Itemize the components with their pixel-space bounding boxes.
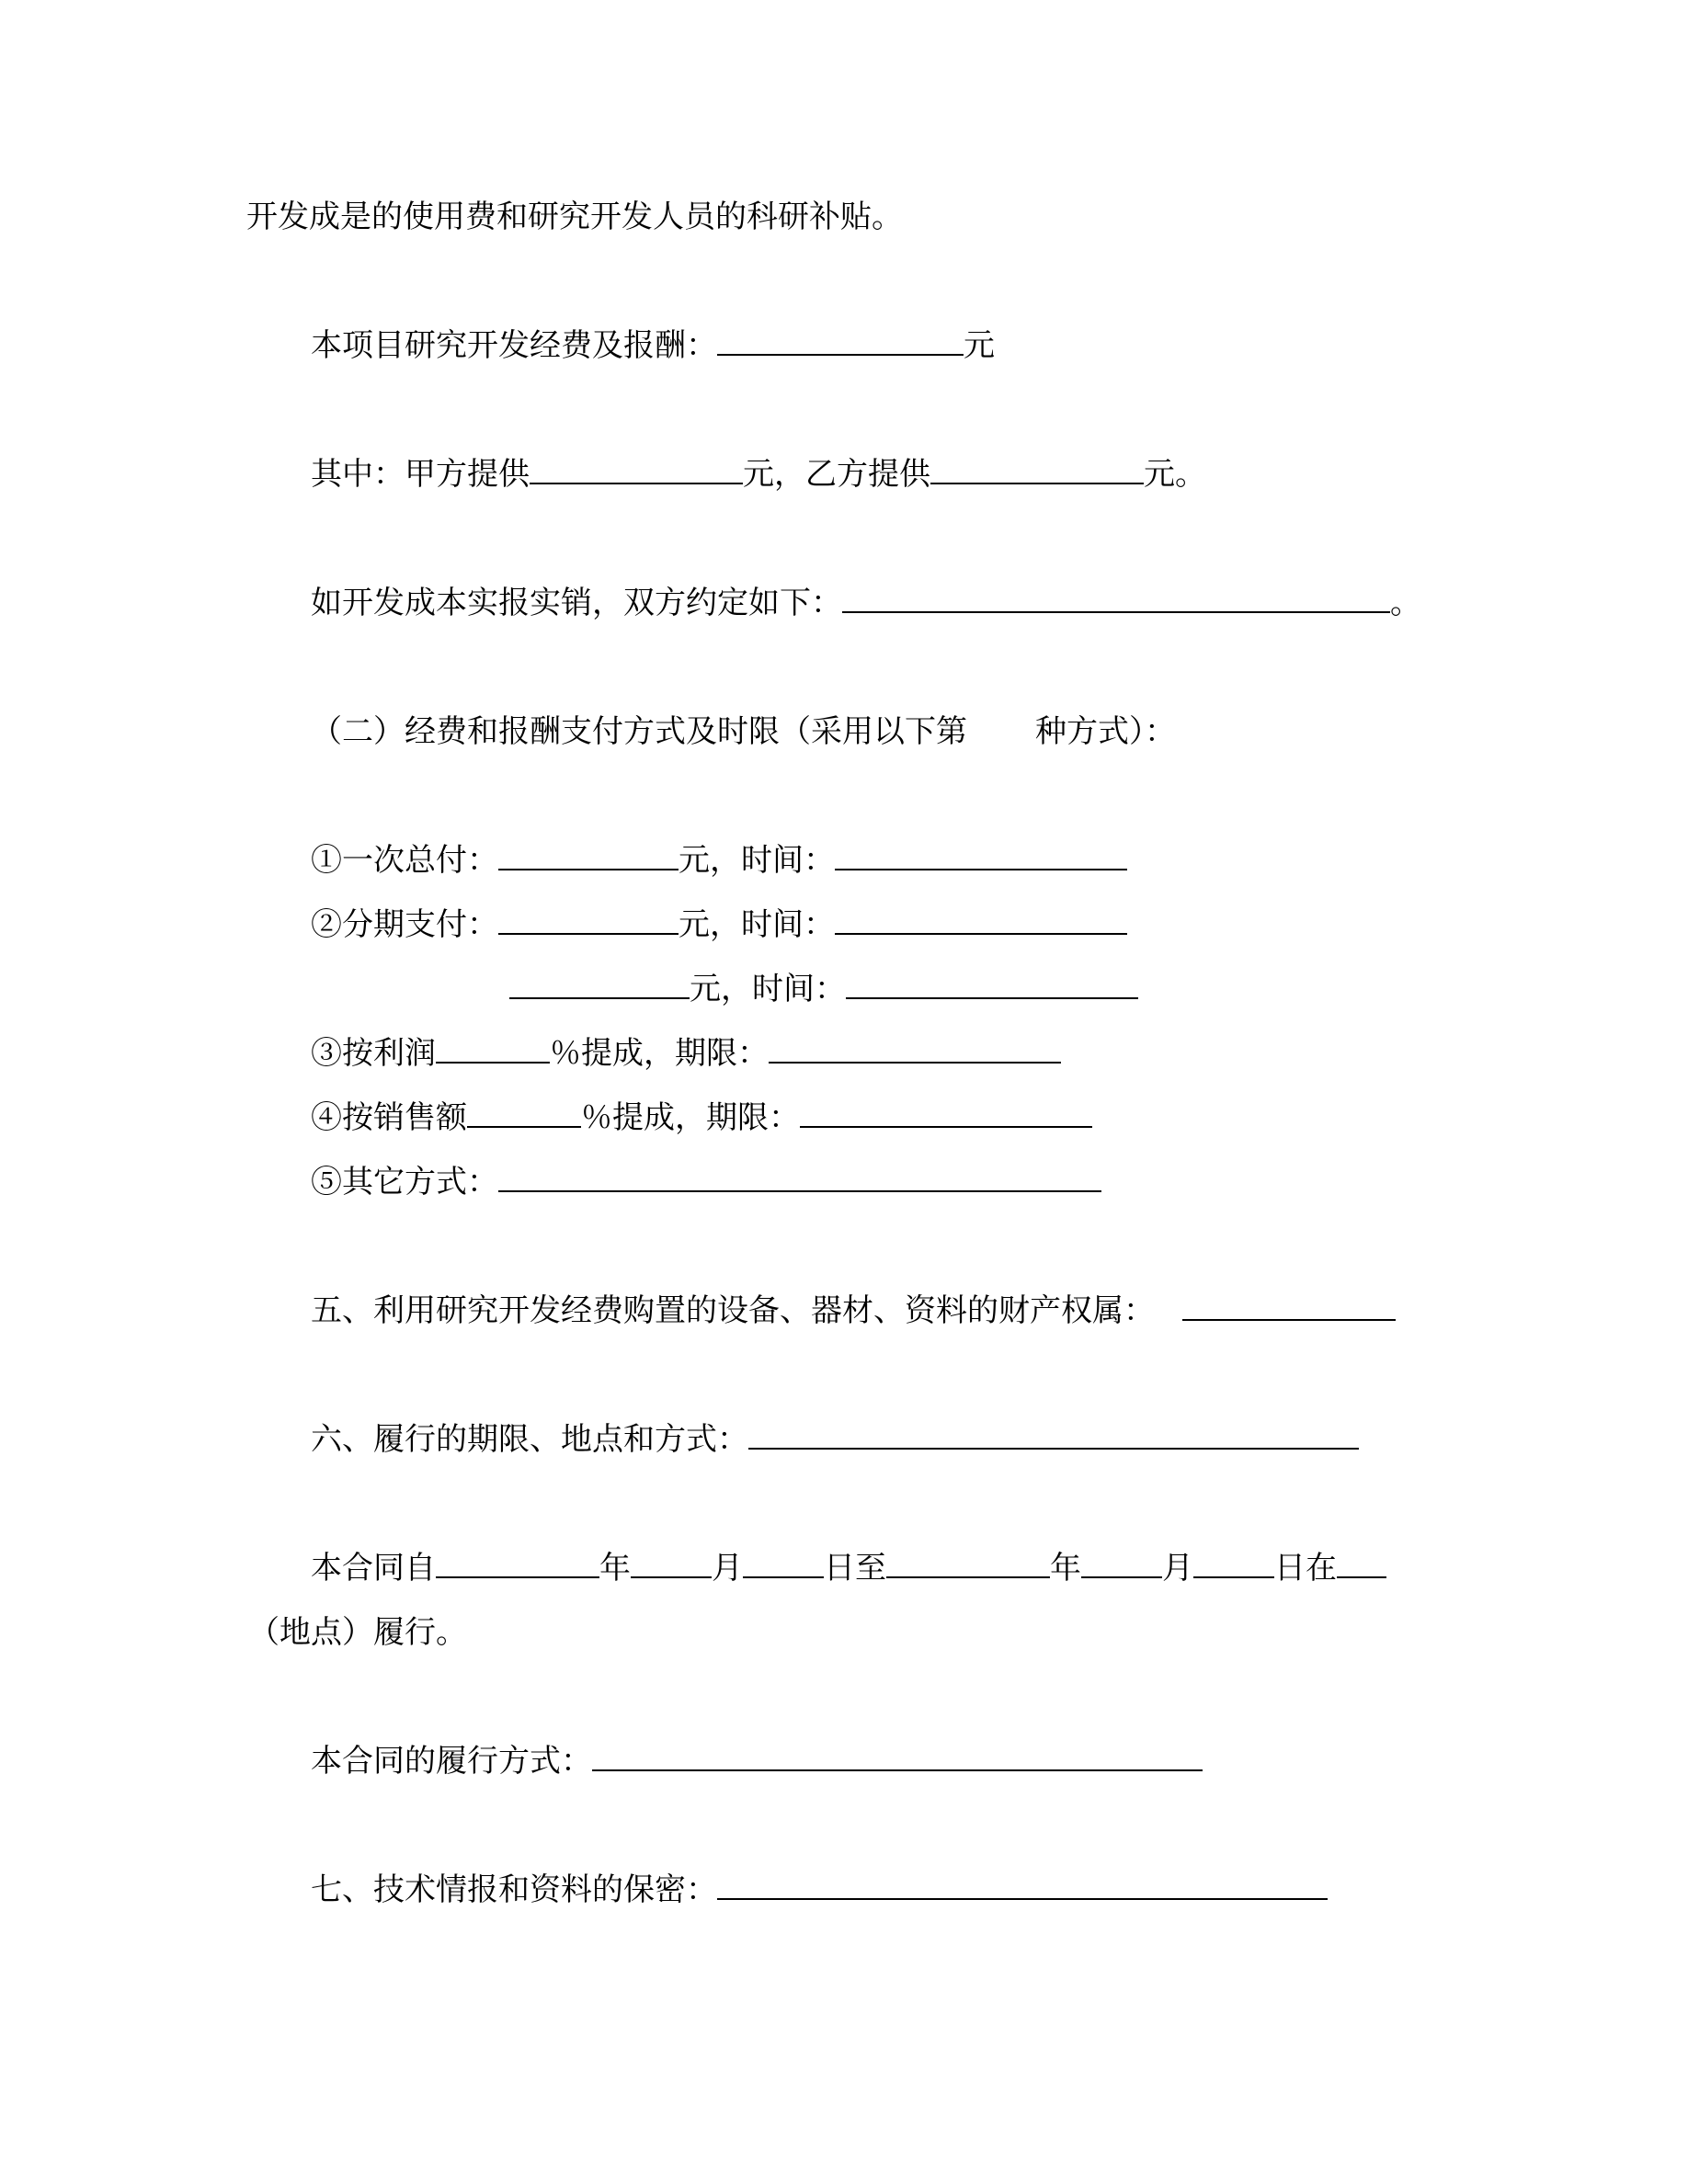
blank-start-year[interactable] bbox=[436, 1549, 599, 1578]
label-confidentiality: 七、技术情报和资料的保密： bbox=[311, 1871, 717, 1908]
label-day-at: 日在 bbox=[1274, 1550, 1337, 1587]
text-payment-method-b: 种方式）： bbox=[1035, 713, 1176, 750]
line-performance-mode bbox=[311, 1741, 1203, 1781]
label-profit: ③按利润 bbox=[311, 1035, 436, 1072]
line-actual-cost bbox=[311, 583, 1421, 623]
option-installment bbox=[311, 904, 1127, 945]
label-other-method: ⑤其它方式： bbox=[311, 1164, 498, 1200]
label-actual-cost: 如开发成本实报实销，双方约定如下： bbox=[311, 585, 842, 621]
blank-sales-percent[interactable] bbox=[467, 1098, 581, 1128]
option-lump-sum bbox=[311, 840, 1127, 881]
blank-property-ownership[interactable] bbox=[1182, 1291, 1396, 1321]
label-party-b: 元，乙方提供 bbox=[743, 456, 930, 493]
line-contract-location bbox=[248, 1612, 467, 1653]
blank-lump-sum-amount[interactable] bbox=[498, 841, 679, 870]
label-party-a: 其中：甲方提供 bbox=[311, 456, 530, 493]
text-location-performed: （地点）履行。 bbox=[248, 1614, 467, 1651]
section-six-performance bbox=[311, 1419, 1359, 1460]
blank-location[interactable] bbox=[1337, 1549, 1386, 1578]
label-installment: ②分期支付： bbox=[311, 906, 498, 943]
blank-actual-cost-agreement[interactable] bbox=[842, 584, 1390, 613]
label-performance-mode: 本合同的履行方式： bbox=[311, 1743, 592, 1780]
option-other bbox=[311, 1162, 1101, 1202]
label-month: 月 bbox=[712, 1550, 743, 1587]
blank-total-funding[interactable] bbox=[717, 326, 964, 356]
blank-other-method[interactable] bbox=[498, 1163, 1101, 1192]
label-time: 元，时间： bbox=[690, 971, 846, 1007]
unit-yuan: 元 bbox=[964, 327, 995, 364]
blank-end-day[interactable] bbox=[1193, 1549, 1274, 1578]
blank-installment-amount-2[interactable] bbox=[509, 970, 690, 999]
label-year: 年 bbox=[599, 1550, 631, 1587]
option-sales-percent bbox=[311, 1098, 1092, 1138]
text-research-subsidy: 开发成是的使用费和研究开发人员的科研补贴。 bbox=[246, 199, 903, 235]
blank-end-year[interactable] bbox=[886, 1549, 1050, 1578]
text-end-period: 。 bbox=[1390, 585, 1421, 621]
paragraph-continuation bbox=[246, 197, 903, 237]
label-month: 月 bbox=[1162, 1550, 1193, 1587]
blank-confidentiality[interactable] bbox=[717, 1871, 1328, 1900]
blank-start-day[interactable] bbox=[743, 1549, 824, 1578]
label-day-to: 日至 bbox=[824, 1550, 886, 1587]
section-seven-confidentiality bbox=[311, 1870, 1328, 1910]
label-sales: ④按销售额 bbox=[311, 1099, 467, 1136]
text-end-period: 元。 bbox=[1144, 456, 1206, 493]
line-total-funding bbox=[311, 325, 995, 366]
blank-party-a-amount[interactable] bbox=[530, 455, 743, 484]
label-time: 元，时间： bbox=[679, 842, 835, 879]
label-percent-term: ％提成，期限： bbox=[581, 1099, 800, 1136]
label-total-funding: 本项目研究开发经费及报酬： bbox=[311, 327, 717, 364]
blank-performance[interactable] bbox=[748, 1420, 1359, 1450]
blank-installment-time-2[interactable] bbox=[846, 970, 1138, 999]
blank-end-month[interactable] bbox=[1081, 1549, 1162, 1578]
blank-performance-mode[interactable] bbox=[592, 1742, 1203, 1771]
option-profit-percent bbox=[311, 1033, 1061, 1074]
label-performance: 六、履行的期限、地点和方式： bbox=[311, 1421, 748, 1458]
blank-lump-sum-time[interactable] bbox=[835, 841, 1127, 870]
line-contract-period bbox=[311, 1548, 1386, 1588]
label-lump-sum: ①一次总付： bbox=[311, 842, 498, 879]
option-installment-second bbox=[509, 969, 1138, 1009]
label-percent-term: ％提成，期限： bbox=[550, 1035, 769, 1072]
heading-payment-method bbox=[311, 711, 1176, 752]
label-year: 年 bbox=[1050, 1550, 1081, 1587]
section-five-property bbox=[311, 1291, 1396, 1331]
label-from: 本合同自 bbox=[311, 1550, 436, 1587]
text-payment-method-a: （二）经费和报酬支付方式及时限（采用以下第 bbox=[311, 713, 967, 750]
blank-sales-term[interactable] bbox=[800, 1098, 1092, 1128]
line-party-contributions bbox=[311, 454, 1206, 495]
blank-installment-amount-1[interactable] bbox=[498, 905, 679, 935]
blank-profit-term[interactable] bbox=[769, 1034, 1061, 1064]
blank-installment-time-1[interactable] bbox=[835, 905, 1127, 935]
label-property-ownership: 五、利用研究开发经费购置的设备、器材、资料的财产权属： bbox=[311, 1292, 1155, 1329]
blank-start-month[interactable] bbox=[631, 1549, 712, 1578]
blank-party-b-amount[interactable] bbox=[930, 455, 1144, 484]
blank-profit-percent[interactable] bbox=[436, 1034, 550, 1064]
label-time: 元，时间： bbox=[679, 906, 835, 943]
